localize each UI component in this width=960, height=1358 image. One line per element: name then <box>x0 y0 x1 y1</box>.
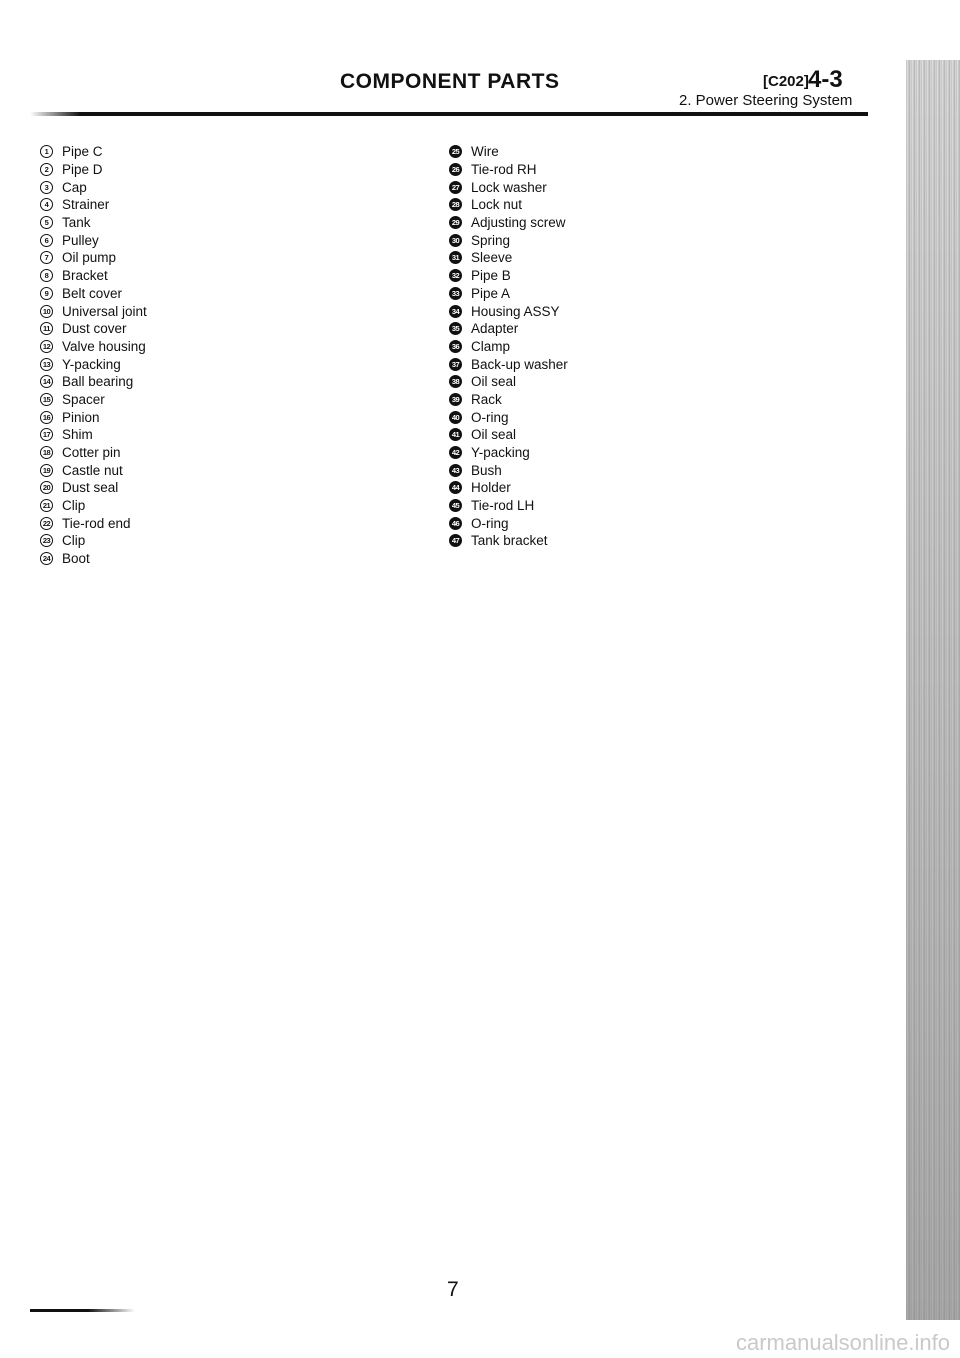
part-item <box>40 373 147 391</box>
part-number-badge: 20 <box>40 481 53 494</box>
part-number-badge: 40 <box>449 411 462 424</box>
part-label: Pipe B <box>471 268 511 284</box>
part-item <box>40 196 147 214</box>
part-item <box>449 267 568 285</box>
part-item <box>40 461 147 479</box>
part-label: Tie-rod RH <box>471 162 537 178</box>
part-number-badge: 6 <box>40 234 53 247</box>
part-item <box>449 444 568 462</box>
part-label: O-ring <box>471 409 509 425</box>
part-label: Spacer <box>62 391 105 407</box>
part-item <box>449 426 568 444</box>
part-number-badge: 4 <box>40 198 53 211</box>
part-number-badge: 23 <box>40 534 53 547</box>
part-label: Belt cover <box>62 285 123 301</box>
part-number-badge: 44 <box>449 481 462 494</box>
part-item <box>40 444 147 462</box>
part-item <box>40 479 147 497</box>
section-subtitle: 2. Power Steering System <box>679 92 853 109</box>
part-item <box>40 267 147 285</box>
header-rule <box>30 112 868 116</box>
part-item <box>449 479 568 497</box>
part-number-badge: 17 <box>40 428 53 441</box>
part-number-badge: 31 <box>449 251 462 264</box>
part-item <box>40 161 147 179</box>
part-item <box>449 373 568 391</box>
part-number-badge: 37 <box>449 358 462 371</box>
part-label: Cotter pin <box>62 445 121 461</box>
part-number-badge: 27 <box>449 181 462 194</box>
part-item <box>449 408 568 426</box>
part-label: Housing ASSY <box>471 303 560 319</box>
part-number-badge: 34 <box>449 305 462 318</box>
part-item <box>40 532 147 550</box>
part-item <box>449 497 568 515</box>
part-number-badge: 13 <box>40 358 53 371</box>
part-number-badge: 18 <box>40 446 53 459</box>
page-title: COMPONENT PARTS <box>340 70 560 93</box>
part-label: Wire <box>471 144 499 160</box>
part-label: Ball bearing <box>62 374 134 390</box>
part-label: Tank bracket <box>471 533 548 549</box>
part-number-badge: 7 <box>40 251 53 264</box>
part-label: Oil seal <box>471 427 517 443</box>
part-item <box>40 550 147 568</box>
part-label: Castle nut <box>62 462 123 478</box>
part-item <box>449 214 568 232</box>
part-item <box>449 143 568 161</box>
part-item <box>40 497 147 515</box>
part-item <box>40 302 147 320</box>
part-label: Back-up washer <box>471 356 568 372</box>
part-number-badge: 21 <box>40 499 53 512</box>
part-label: Dust cover <box>62 321 127 337</box>
part-number-badge: 3 <box>40 181 53 194</box>
part-label: O-ring <box>471 515 509 531</box>
part-number-badge: 41 <box>449 428 462 441</box>
part-number-badge: 14 <box>40 375 53 388</box>
part-item <box>40 231 147 249</box>
section-page-number: 4-3 <box>808 66 843 93</box>
part-number-badge: 15 <box>40 393 53 406</box>
part-number-badge: 47 <box>449 534 462 547</box>
part-item <box>40 178 147 196</box>
part-number-badge: 45 <box>449 499 462 512</box>
part-label: Pinion <box>62 409 100 425</box>
part-number-badge: 25 <box>449 145 462 158</box>
part-label: Cap <box>62 179 87 195</box>
part-label: Strainer <box>62 197 110 213</box>
part-number-badge: 10 <box>40 305 53 318</box>
part-number-badge: 26 <box>449 163 462 176</box>
part-label: Spring <box>471 232 511 248</box>
part-label: Tank <box>62 215 91 231</box>
part-item <box>449 461 568 479</box>
part-item <box>40 285 147 303</box>
part-item <box>449 249 568 267</box>
part-number-badge: 24 <box>40 552 53 565</box>
part-item <box>449 196 568 214</box>
part-item <box>449 178 568 196</box>
part-item <box>40 338 147 356</box>
part-number-badge: 9 <box>40 287 53 300</box>
part-label: Clip <box>62 498 86 514</box>
part-label: Pipe A <box>471 285 511 301</box>
part-label: Pulley <box>62 232 99 248</box>
part-item <box>449 161 568 179</box>
part-item <box>40 514 147 532</box>
part-label: Oil seal <box>471 374 517 390</box>
part-label: Universal joint <box>62 303 147 319</box>
part-number-badge: 29 <box>449 216 462 229</box>
part-number-badge: 43 <box>449 464 462 477</box>
part-item <box>449 338 568 356</box>
page-number: 7 <box>447 1278 459 1301</box>
part-label: Tie-rod LH <box>471 498 535 514</box>
part-label: Boot <box>62 551 90 567</box>
part-label: Bracket <box>62 268 108 284</box>
part-number-badge: 30 <box>449 234 462 247</box>
part-item <box>40 408 147 426</box>
part-number-badge: 32 <box>449 269 462 282</box>
part-number-badge: 28 <box>449 198 462 211</box>
part-item <box>40 391 147 409</box>
part-label: Clamp <box>471 338 511 354</box>
part-item <box>449 355 568 373</box>
part-label: Y-packing <box>62 356 121 372</box>
part-label: Rack <box>471 391 502 407</box>
part-label: Holder <box>471 480 511 496</box>
part-label: Adapter <box>471 321 519 337</box>
part-number-badge: 35 <box>449 322 462 335</box>
part-label: Adjusting screw <box>471 215 566 231</box>
part-item <box>449 514 568 532</box>
part-item <box>40 355 147 373</box>
part-number-badge: 11 <box>40 322 53 335</box>
part-number-badge: 38 <box>449 375 462 388</box>
part-label: Pipe C <box>62 144 103 160</box>
part-item <box>449 391 568 409</box>
part-number-badge: 2 <box>40 163 53 176</box>
part-label: Pipe D <box>62 162 103 178</box>
part-number-badge: 16 <box>40 411 53 424</box>
part-label: Bush <box>471 462 502 478</box>
watermark: carmanualsonline.info <box>735 1330 950 1355</box>
part-label: Y-packing <box>471 445 530 461</box>
part-number-badge: 36 <box>449 340 462 353</box>
scan-shadow-edge <box>906 60 960 1320</box>
part-label: Sleeve <box>471 250 513 266</box>
part-label: Lock nut <box>471 197 523 213</box>
part-label: Shim <box>62 427 93 443</box>
part-label: Oil pump <box>62 250 117 266</box>
part-label: Lock washer <box>471 179 547 195</box>
section-code: [C202] <box>763 73 809 90</box>
part-label: Valve housing <box>62 338 146 354</box>
part-number-badge: 42 <box>449 446 462 459</box>
part-item <box>40 143 147 161</box>
part-number-badge: 19 <box>40 464 53 477</box>
part-item <box>449 532 568 550</box>
part-item <box>40 320 147 338</box>
part-item <box>40 249 147 267</box>
part-item <box>449 285 568 303</box>
part-label: Clip <box>62 533 86 549</box>
part-number-badge: 33 <box>449 287 462 300</box>
part-item <box>449 302 568 320</box>
part-number-badge: 8 <box>40 269 53 282</box>
part-number-badge: 5 <box>40 216 53 229</box>
part-item <box>40 214 147 232</box>
part-label: Dust seal <box>62 480 119 496</box>
part-item <box>449 231 568 249</box>
parts-list-left <box>40 143 147 568</box>
part-number-badge: 22 <box>40 517 53 530</box>
parts-list-right <box>449 143 568 550</box>
part-number-badge: 46 <box>449 517 462 530</box>
part-label: Tie-rod end <box>62 515 131 531</box>
part-number-badge: 12 <box>40 340 53 353</box>
part-number-badge: 1 <box>40 145 53 158</box>
part-item <box>449 320 568 338</box>
part-item <box>40 426 147 444</box>
footer-rule <box>30 1309 135 1312</box>
part-number-badge: 39 <box>449 393 462 406</box>
